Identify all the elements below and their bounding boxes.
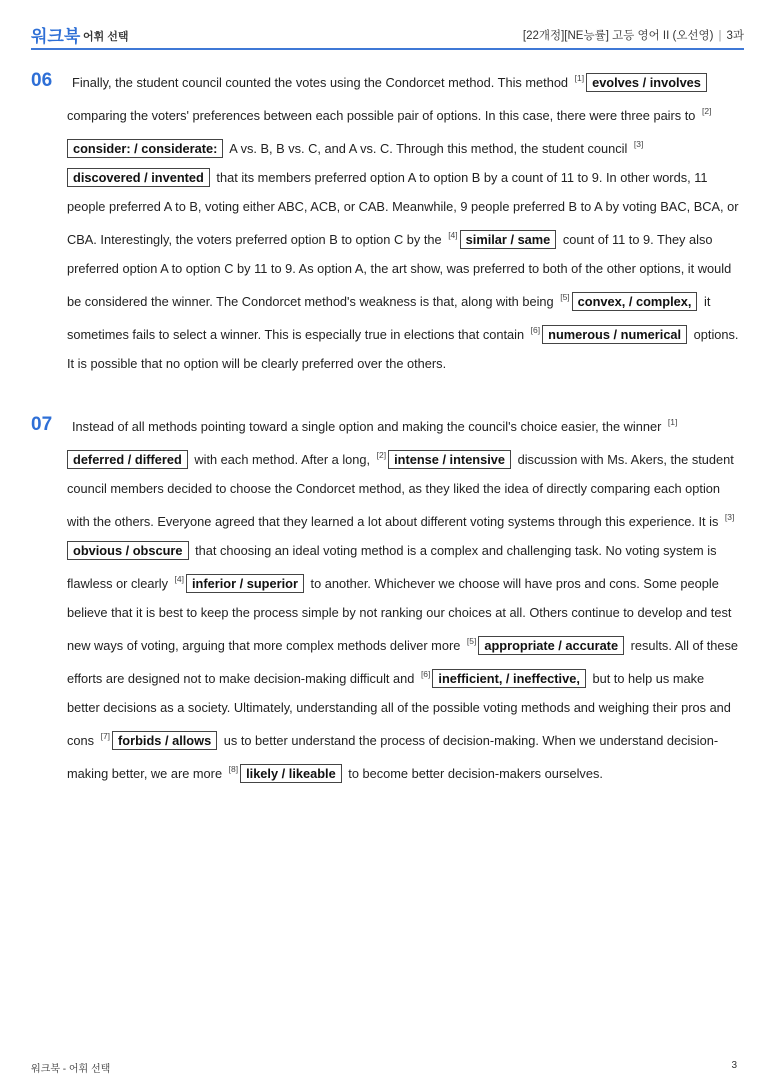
- passage-text: with each method. After a long,: [190, 452, 374, 467]
- passage-text: Finally, the student council counted the votes using the Condorcet method. This method: [72, 75, 572, 90]
- passage-text: us to better understand the process of decision-making. When we understand decision-making better, we are more: [67, 733, 719, 781]
- section-subtitle: 어휘 선택: [83, 31, 129, 43]
- passage-text: comparing the voters' preferences between each possible pair of options. In this case, there were three pairs to: [67, 108, 699, 123]
- choice-box[interactable]: consider: / considerate:: [67, 139, 223, 158]
- choice-box[interactable]: deferred / differed: [67, 450, 188, 469]
- lesson-label: 3과: [726, 30, 744, 42]
- question-number-06: 06: [31, 70, 53, 91]
- passage-text: count of 11 to 9. They also preferred option A to option C by 11 to 9. As option A, the art show, was preferred to both of the other options, it would be considered the winner. The Condorcet method's weakness is that, along with being: [67, 232, 732, 309]
- passage-text: that its members preferred option A to option B by a count of 11 to 9. In other words, 11 people preferred A to B, voting either ABC, ACB, or CAB. Meanwhile, 9 people preferred B to A by voting BAC, BCA, or CBA. Interestingly, the voters preferred option B to option C by the: [67, 170, 739, 247]
- choice-box[interactable]: intense / intensive: [388, 450, 511, 469]
- footer-label: 워크북 - 어휘 선택: [31, 1064, 111, 1075]
- choice-box[interactable]: likely / likeable: [240, 764, 342, 783]
- question-number-07: 07: [31, 414, 53, 435]
- passage-text: that choosing an ideal voting method is a complex and challenging task. No voting system is flawless or clearly: [67, 543, 717, 591]
- blank-marker: [4]: [174, 574, 184, 584]
- blank-marker: [5]: [560, 292, 570, 302]
- choice-box[interactable]: evolves / involves: [586, 73, 707, 92]
- blank-marker: [7]: [100, 731, 111, 741]
- page-number: 3: [731, 1060, 737, 1071]
- blank-marker: [2]: [701, 106, 712, 116]
- blank-marker: [2]: [376, 450, 387, 460]
- choice-box[interactable]: inefficient, / ineffective,: [432, 669, 586, 688]
- choice-box[interactable]: similar / same: [460, 230, 557, 249]
- blank-marker: [1]: [667, 417, 678, 427]
- passage-text: it sometimes fails to select a winner. This is especially true in elections that contain: [67, 294, 711, 342]
- passage-06: [67, 64, 739, 378]
- blank-marker: [3]: [724, 512, 735, 522]
- passage-text: options. It is possible that no option will be clearly preferred over the others.: [67, 327, 739, 371]
- choice-box[interactable]: appropriate / accurate: [478, 636, 624, 655]
- course-info: [523, 27, 744, 43]
- blank-marker: [5]: [466, 636, 477, 646]
- blank-marker: [6]: [530, 325, 541, 335]
- choice-box[interactable]: numerous / numerical: [542, 325, 687, 344]
- blank-marker: [1]: [574, 73, 585, 83]
- choice-box[interactable]: obvious / obscure: [67, 541, 189, 560]
- passage-text: but to help us make better decisions as a society. Ultimately, understanding all of the possible voting methods and weighing their pros and cons: [67, 671, 731, 748]
- passage-text: discussion with Ms. Akers, the student council members decided to choose the Condorcet method, as they liked the idea of directly comparing each option with the others. Everyone agreed that they learned a lot about different voting systems through this experience. It is: [67, 452, 734, 529]
- blank-marker: [3]: [633, 139, 644, 149]
- choice-box[interactable]: inferior / superior: [186, 574, 304, 593]
- blank-marker: [6]: [420, 669, 431, 679]
- choice-box[interactable]: discovered / invented: [67, 168, 210, 187]
- page-header: [31, 20, 744, 50]
- header-separator: |: [718, 30, 722, 42]
- passage-text: to another. Whichever we choose will have pros and cons. Some people believe that it is best to keep the process simple by not ranking our choices at all. Others continue to develop and test new ways of voting, arguing that more complex methods deliver more: [67, 576, 732, 653]
- passage-text: A vs. B, B vs. C, and A vs. C. Through this method, the student council: [226, 141, 631, 156]
- choice-box[interactable]: convex, / complex,: [572, 292, 698, 311]
- passage-07: [67, 408, 739, 788]
- brand-title: 워크북: [31, 27, 81, 46]
- passage-text: to become better decision-makers ourselves.: [344, 766, 603, 781]
- passage-text: Instead of all methods pointing toward a single option and making the council's choice easier, the winner: [72, 419, 665, 434]
- choice-box[interactable]: forbids / allows: [112, 731, 217, 750]
- blank-marker: [4]: [448, 230, 458, 240]
- course-title: [22개정][NE능률] 고등 영어 II (오선영): [522, 30, 714, 42]
- passage-text: results. All of these efforts are designed not to make decision-making difficult and: [67, 638, 739, 686]
- blank-marker: [8]: [228, 764, 239, 774]
